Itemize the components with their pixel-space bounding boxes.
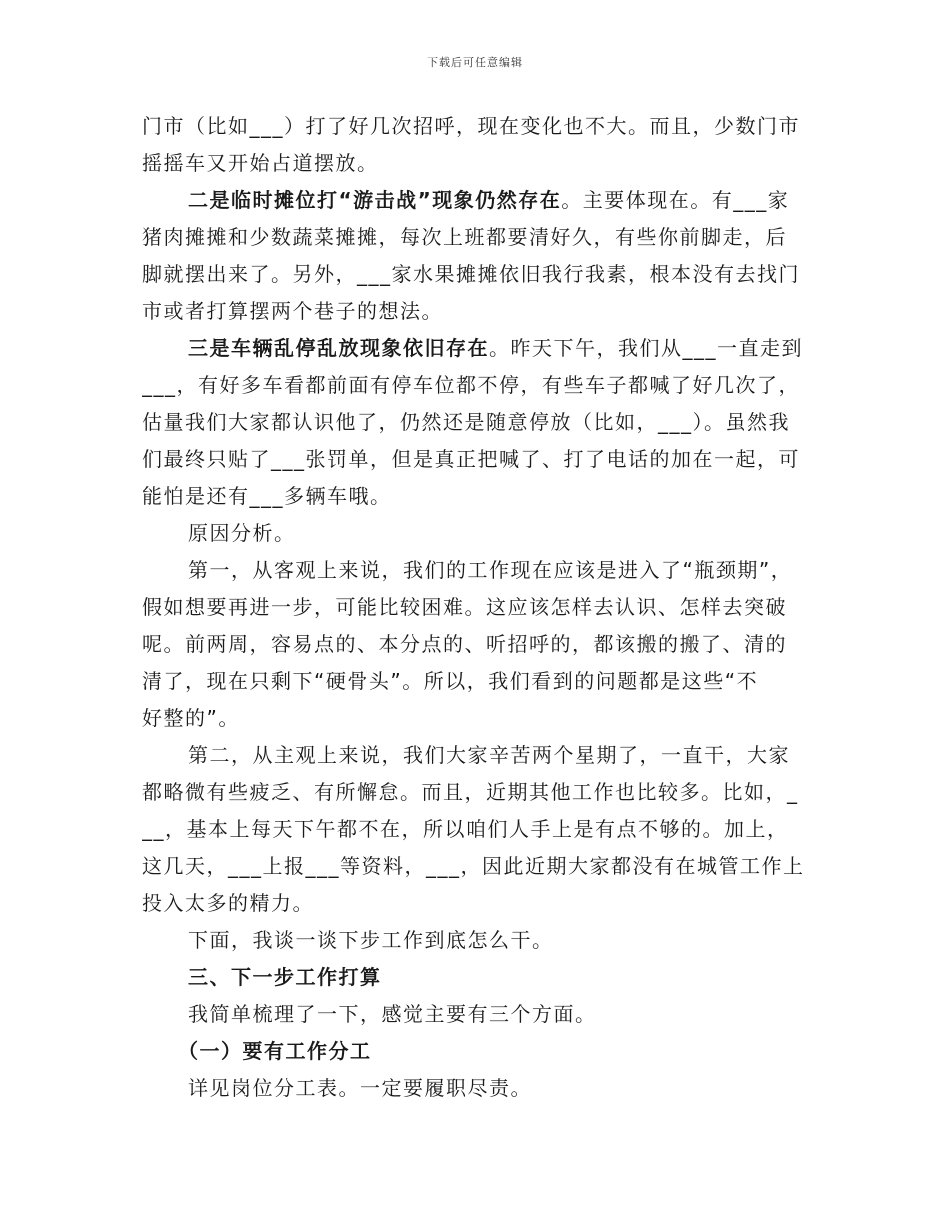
paragraph-first-rest: 。昨天下午，我们从___一直走到 bbox=[489, 336, 803, 360]
section-subheading: （一）要有工作分工 bbox=[178, 1039, 372, 1063]
paragraph-first-line: 原因分析。 bbox=[188, 521, 296, 545]
paragraph-first-line bbox=[142, 330, 814, 367]
paragraph-lead: 二是临时摊位打“游击战”现象仍然存在 bbox=[188, 188, 562, 212]
text-line: 这几天，___上报___等资料，___，因此近期大家都没有在城管工作上 bbox=[142, 854, 805, 878]
text-line: 呢。前两周，容易点的、本分点的、听招呼的，都该搬的搬了、清的 bbox=[142, 632, 787, 656]
paragraph-first-rest: 。主要体现在。有___家 bbox=[561, 188, 790, 212]
paragraph-first-line: 第二，从主观上来说，我们大家辛苦两个星期了，一直干，大家 bbox=[188, 743, 790, 767]
text-line: 摇摇车又开始占道摆放。 bbox=[142, 151, 379, 175]
text-line: 好整的”。 bbox=[142, 706, 240, 730]
text-line: __，基本上每天下午都不在，所以咱们人手上是有点不够的。加上， bbox=[142, 817, 789, 841]
section-intro: 我简单梳理了一下，感觉主要有三个方面。 bbox=[188, 1002, 597, 1026]
section-heading: 三、下一步工作打算 bbox=[188, 965, 382, 989]
text-line: 能怕是还有___多辆车哦。 bbox=[142, 484, 392, 508]
document-body bbox=[142, 108, 814, 1107]
text-line: 门市（比如___）打了好几次招呼，现在变化也不大。而且，少数门市 bbox=[142, 114, 800, 138]
page-header: 下载后可任意编辑 bbox=[427, 56, 523, 69]
text-line: 投入太多的精力。 bbox=[142, 891, 314, 915]
paragraph-lead: 三是车辆乱停乱放现象依旧存在 bbox=[188, 336, 489, 360]
paragraph-first-line: 下面，我谈一谈下步工作到底怎么干。 bbox=[188, 928, 554, 952]
text-line: 假如想要再进一步，可能比较困难。这应该怎样去认识、怎样去突破 bbox=[142, 595, 787, 619]
text-line: 市或者打算摆两个巷子的想法。 bbox=[142, 299, 443, 323]
section-body: 详见岗位分工表。一定要履职尽责。 bbox=[188, 1076, 532, 1100]
text-line: 都略微有些疲乏、有所懈怠。而且，近期其他工作也比较多。比如，_ bbox=[142, 780, 799, 804]
paragraph-first-line bbox=[142, 182, 814, 219]
text-line: 脚就摆出来了。另外，___家水果摊摊依旧我行我素，根本没有去找门 bbox=[142, 262, 800, 286]
paragraph-first-line: 第一，从客观上来说，我们的工作现在应该是进入了“瓶颈期”， bbox=[188, 558, 793, 582]
text-line: ___，有好多车看都前面有停车位都不停，有些车子都喊了好几次了， bbox=[142, 373, 800, 397]
text-line: 清了，现在只剩下“硬骨头”。所以，我们看到的问题都是这些“不 bbox=[142, 669, 759, 693]
text-line: 猪肉摊摊和少数蔬菜摊摊，每次上班都要清好久，有些你前脚走，后 bbox=[142, 225, 787, 249]
text-line: 们最终只贴了___张罚单，但是真正把喊了、打了电话的加在一起，可 bbox=[142, 447, 800, 471]
text-line: 估量我们大家都认识他了，仍然还是随意停放（比如，___）。虽然我 bbox=[142, 410, 790, 434]
